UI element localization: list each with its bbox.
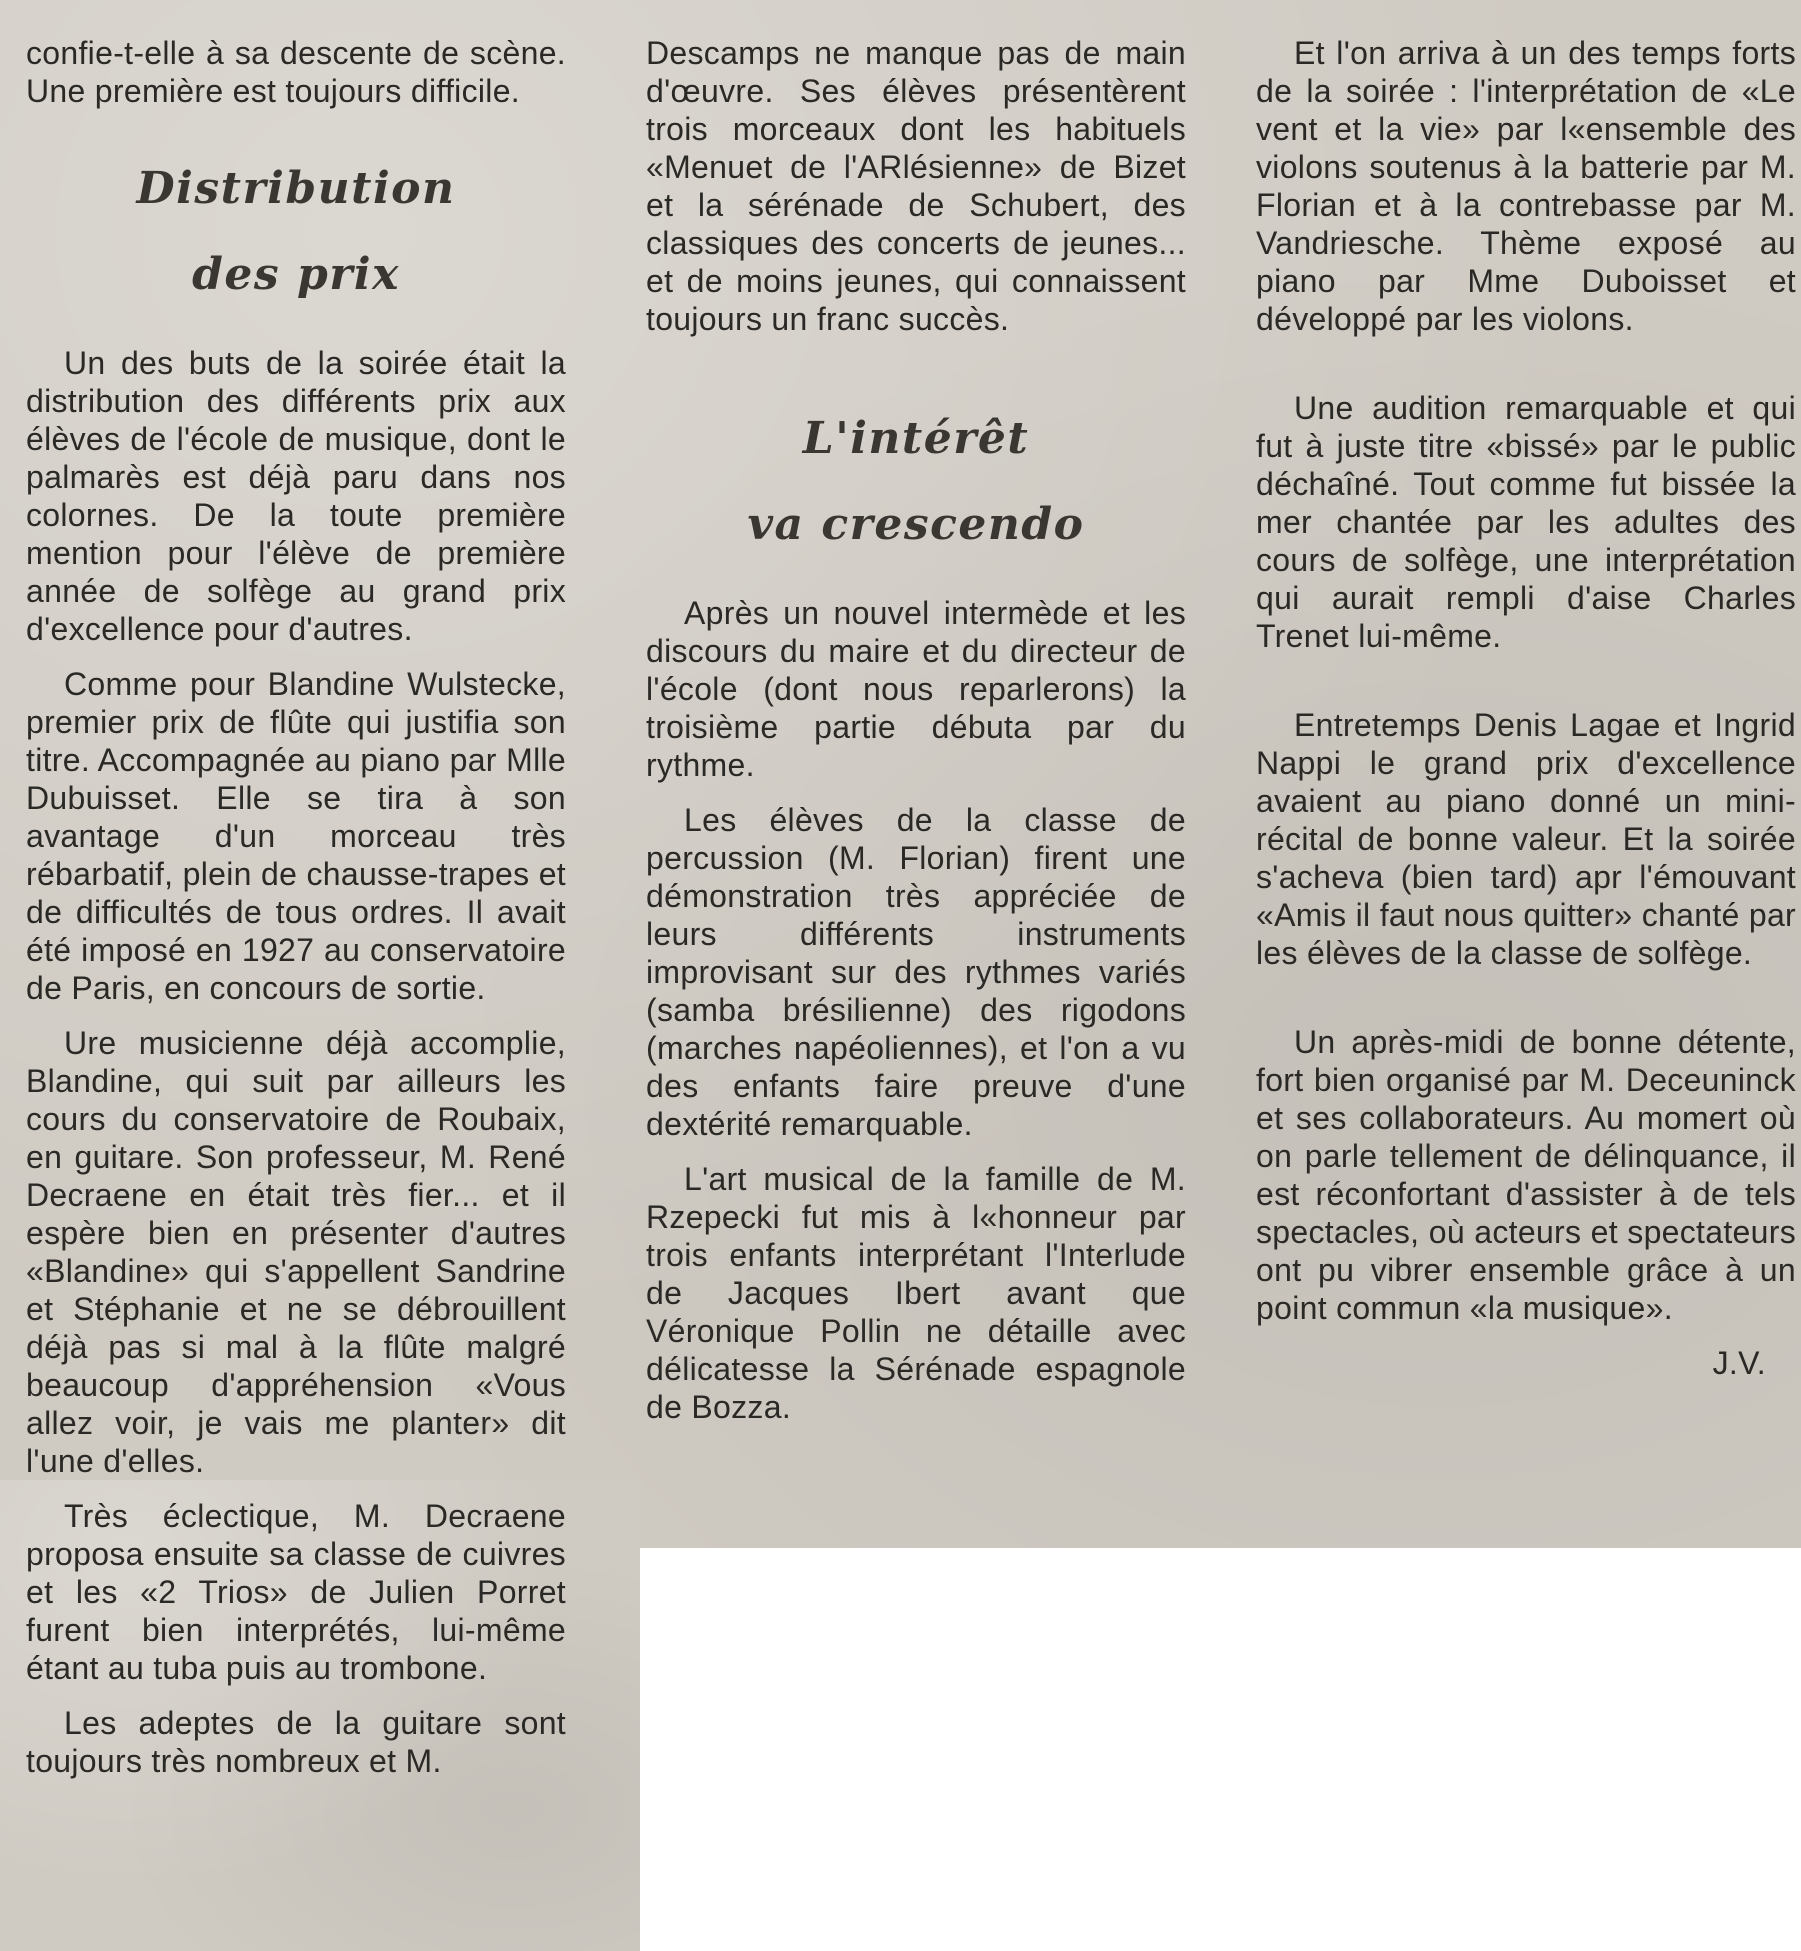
paragraph: Un après-midi de bonne détente, fort bien organisé par M. Deceuninck et ses collaborateurs. Au momert où on parle tellement de délinquance, il est réconfortant d'assister à de tels spectacles, où acteurs et spectateurs ont pu vibrer ensemble grâce à un point commun «la musique». bbox=[1256, 1024, 1796, 1326]
paragraph: Très éclectique, M. Decraene proposa ensuite sa classe de cuivres et les «2 Trios» de Julien Porret furent bien interprétés, lui-même étant au tuba puis au trombone. bbox=[26, 1498, 566, 1686]
paragraph: Comme pour Blandine Wulstecke, premier prix de flûte qui justifia son titre. Accompagnée au piano par Mlle Dubuisset. Elle se tira à son avantage d'un morceau très rébarbatif, plein de chausse-trapes et de difficultés de tous ordres. Il avait été imposé en 1927 au conservatoire de Paris, en concours de sortie. bbox=[26, 666, 566, 1006]
section-heading-interet bbox=[646, 396, 1186, 568]
paragraph: Entretemps Denis Lagae et Ingrid Nappi le grand prix d'excellence avaient au piano donné un mini-récital de bonne valeur. Et la soirée s'acheva (bien tard) apr l'émouvant «Amis il faut nous quitter» chanté par les élèves de la classe de solfège. bbox=[1256, 707, 1796, 971]
spacer bbox=[1256, 355, 1796, 389]
paragraph: Les élèves de la classe de percussion (M. Florian) firent une démonstration très appréciée de leurs différents instruments improvisant sur des rythmes variés (samba brésilienne) des rigodons (marches napéoliennes), et l'on a vu des enfants faire preuve d'une dextérité remarquable. bbox=[646, 802, 1186, 1142]
author-signature: J.V. bbox=[1712, 1345, 1766, 1381]
paragraph: L'art musical de la famille de M. Rzepecki fut mis à l«honneur par trois enfants interprétant l'Interlude de Jacques Ibert avant que Véronique Pollin ne détaille avec délicatesse la Sérénade espagnole de Bozza. bbox=[646, 1161, 1186, 1425]
spacer bbox=[1256, 989, 1796, 1023]
heading-line: L'intérêt bbox=[802, 413, 1030, 464]
paragraph: Un des buts de la soirée était la distribution des différents prix aux élèves de l'école de musique, dont le palmarès est déjà paru dans nos colornes. De la toute première mention pour l'élève de première année de solfège au grand prix d'excellence pour d'autres. bbox=[26, 345, 566, 647]
paragraph: Ure musicienne déjà accomplie, Blandine, qui suit par ailleurs les cours du conservatoire de Roubaix, en guitare. Son professeur, M. René Decraene en était très fier... et il espère bien en présenter d'autres «Blandine» qui s'appellent Sandrine et Stéphanie et ne se débrouillent déjà pas si mal à la flûte malgré beaucoup d'appréhension «Vous allez voir, je vais me planter» dit l'une d'elles. bbox=[26, 1025, 566, 1479]
spacer bbox=[1256, 672, 1796, 706]
heading-line: va crescendo bbox=[747, 499, 1085, 550]
paragraph: Et l'on arriva à un des temps forts de la soirée : l'interprétation de «Le vent et la vie» par l«ensemble des violons soutenus à la batterie par M. Florian et à la contrebasse par M. Vandriesche. Thème exposé au piano par Mme Duboisset et développé par les violons. bbox=[1256, 35, 1796, 337]
column-2 bbox=[646, 34, 1186, 1443]
paragraph: confie-t-elle à sa descente de scène. Une première est toujours difficile. bbox=[26, 35, 566, 109]
section-heading-distribution bbox=[26, 146, 566, 318]
column-1 bbox=[26, 34, 566, 1797]
paragraph: Descamps ne manque pas de main d'œuvre. Ses élèves présentèrent trois morceaux dont les habituels «Menuet de l'ARlésienne» de Bizet et la sérénade de Schubert, des classiques des concerts de jeunes... et de moins jeunes, qui connaissent toujours un franc succès. bbox=[646, 35, 1186, 337]
paragraph: Après un nouvel intermède et les discours du maire et du directeur de l'école (dont nous reparlerons) la troisième partie débuta par du rythme. bbox=[646, 595, 1186, 783]
paragraph: Une audition remarquable et qui fut à juste titre «bissé» par le public déchaîné. Tout comme fut bissée la mer chantée par les adultes des cours de solfège, une interprétation qui aurait rempli d'aise Charles Trenet lui-même. bbox=[1256, 390, 1796, 654]
heading-line: des prix bbox=[192, 249, 400, 300]
heading-line: Distribution bbox=[136, 163, 456, 214]
paragraph: Les adeptes de la guitare sont toujours très nombreux et M. bbox=[26, 1705, 566, 1779]
column-3 bbox=[1256, 34, 1796, 1399]
